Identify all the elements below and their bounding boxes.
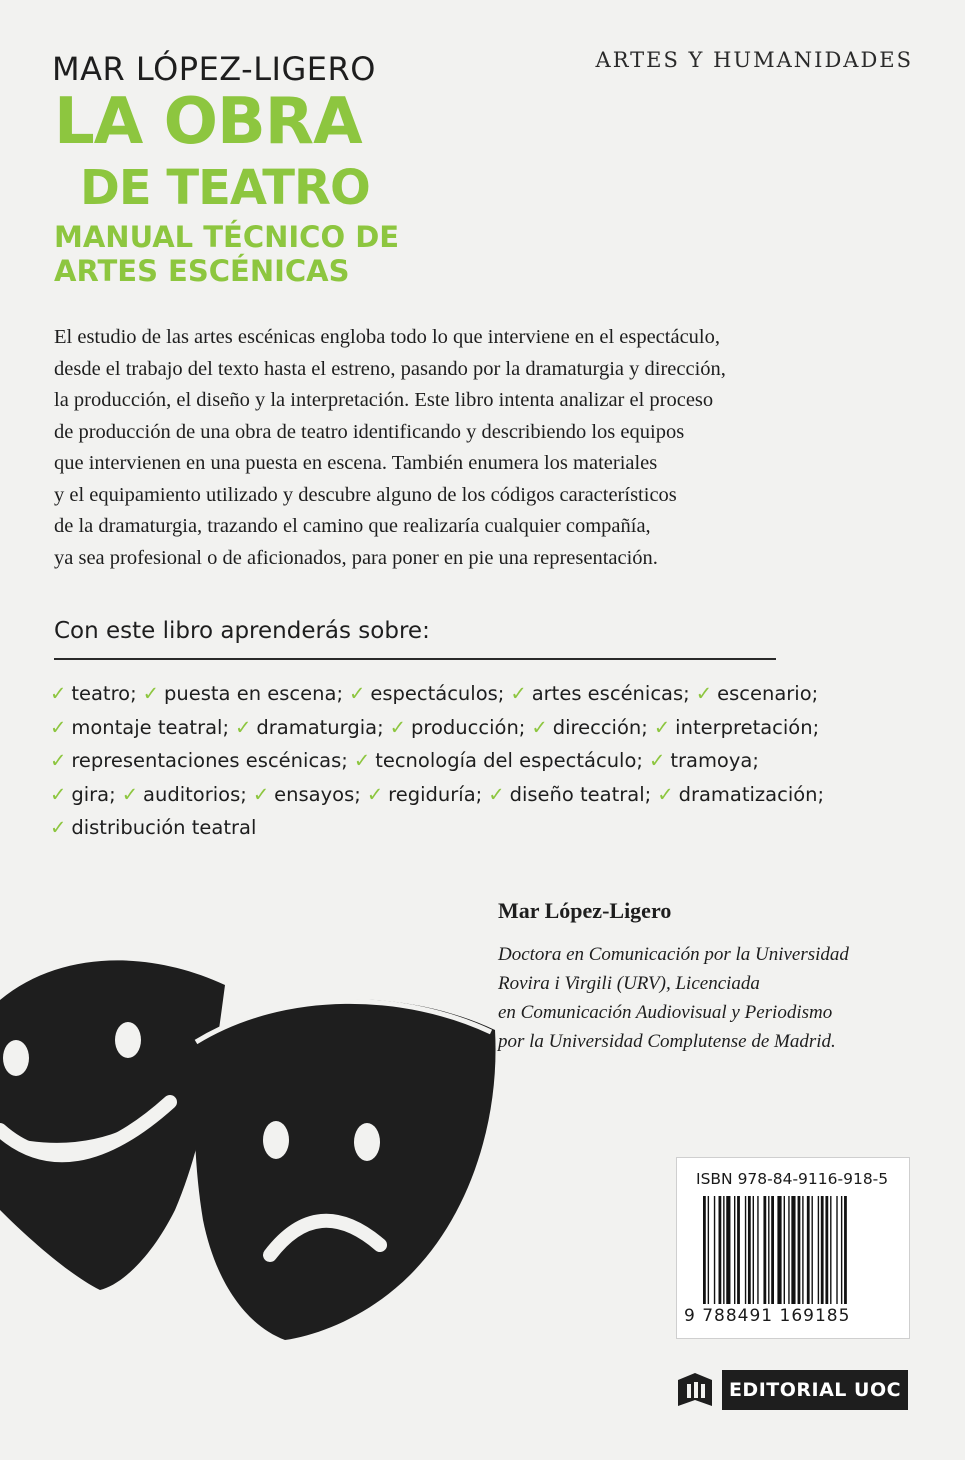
topic-item: tecnología del espectáculo; xyxy=(375,749,643,772)
barcode-digits: 9 788491 169185 xyxy=(684,1306,851,1326)
topics-list xyxy=(50,677,930,845)
learn-heading: Con este libro aprenderás sobre: xyxy=(54,618,430,644)
barcode-bar xyxy=(844,1196,847,1304)
check-icon: ✓ xyxy=(531,715,548,739)
check-icon: ✓ xyxy=(252,782,270,806)
description-line: El estudio de las artes escénicas engloba todo lo que interviene en el espectáculo, xyxy=(54,326,720,348)
barcode-bar xyxy=(802,1196,803,1304)
check-icon: ✓ xyxy=(695,682,713,705)
barcode-bar xyxy=(723,1196,724,1304)
topic-item: tramoya; xyxy=(670,749,759,772)
topic-item: representaciones escénicas; xyxy=(71,749,348,772)
barcode-bar xyxy=(737,1196,740,1304)
topic-row xyxy=(50,744,930,778)
barcode-bar xyxy=(726,1196,730,1304)
topic-item: auditorios; xyxy=(143,782,247,806)
isbn-label: ISBN 978-84-9116-918-5 xyxy=(696,1170,889,1188)
topic-item: artes escénicas; xyxy=(531,682,690,705)
topic-item: puesta en escena; xyxy=(164,682,344,705)
description-line: y el equipamiento utilizado y descubre alguno de los códigos característicos xyxy=(54,483,677,506)
description-line: desde el trabajo del texto hasta el estreno, pasando por la dramaturgia y dirección, xyxy=(54,357,726,380)
divider xyxy=(54,658,776,660)
barcode-bar xyxy=(836,1196,837,1304)
topic-item: gira; xyxy=(71,782,116,806)
topic-item: dramatización; xyxy=(678,782,825,806)
barcode-bar xyxy=(830,1196,831,1304)
subtitle-line1: MANUAL TÉCNICO DE xyxy=(54,220,400,254)
barcode-bar xyxy=(714,1196,715,1304)
description-line: de la dramaturgia, trazando el camino que realizaría cualquier compañía, xyxy=(54,515,651,537)
barcode-bar xyxy=(745,1196,746,1304)
topic-row xyxy=(50,711,930,745)
check-icon: ✓ xyxy=(389,715,407,739)
bio-line: Doctora en Comunicación por la Universidad xyxy=(498,944,849,965)
description-line: la producción, el diseño y la interpretación. Este libro intenta analizar el proceso xyxy=(54,389,714,411)
topic-item: dramaturgia; xyxy=(256,715,384,739)
barcode-bar xyxy=(734,1196,735,1304)
check-icon: ✓ xyxy=(50,749,67,772)
subtitle-line2: ARTES ESCÉNICAS xyxy=(54,254,350,288)
check-icon: ✓ xyxy=(50,715,67,739)
barcode-bar xyxy=(777,1196,781,1304)
description-line: de producción de una obra de teatro identificando y describiendo los equipos xyxy=(54,420,685,443)
topic-row xyxy=(50,811,930,845)
check-icon: ✓ xyxy=(50,682,67,705)
barcode-bar xyxy=(818,1196,819,1304)
check-icon: ✓ xyxy=(235,715,252,739)
description-line: ya sea profesional o de aficionados, para poner en pie una representación. xyxy=(54,546,658,569)
barcode-bar xyxy=(719,1196,722,1304)
barcode-bar xyxy=(788,1196,789,1304)
barcode-bar xyxy=(753,1196,754,1304)
publisher-name: EDITORIAL UOC xyxy=(722,1370,908,1410)
barcode-icon xyxy=(703,1196,893,1306)
topic-item: montaje teatral; xyxy=(71,715,230,739)
description-line: que intervienen en una puesta en escena. También enumera los materiales xyxy=(54,452,658,474)
collection-label: ARTES Y HUMANIDADES xyxy=(595,48,913,72)
barcode-bar xyxy=(771,1196,774,1304)
topic-item: dirección; xyxy=(552,715,648,739)
topic-item: interpretación; xyxy=(675,715,820,739)
check-icon: ✓ xyxy=(142,682,160,705)
description xyxy=(54,322,884,574)
check-icon: ✓ xyxy=(510,682,527,705)
barcode-bar xyxy=(768,1196,769,1304)
check-icon: ✓ xyxy=(657,782,674,806)
barcode-bar xyxy=(791,1196,795,1304)
barcode-bar xyxy=(825,1196,828,1304)
barcode-bar xyxy=(807,1196,810,1304)
check-icon: ✓ xyxy=(648,749,666,772)
topic-item: teatro; xyxy=(71,682,137,705)
topic-item: escenario; xyxy=(717,682,819,705)
author-name: Mar López-Ligero xyxy=(498,898,672,923)
check-icon: ✓ xyxy=(50,816,67,839)
title-line1: LA OBRA xyxy=(54,85,362,159)
check-icon: ✓ xyxy=(349,682,366,705)
check-icon: ✓ xyxy=(366,782,384,806)
barcode-bar xyxy=(703,1196,706,1304)
theatre-masks-icon xyxy=(0,930,520,1370)
topic-item: espectáculos; xyxy=(370,682,505,705)
barcode-bar xyxy=(708,1196,709,1304)
bio-line: por la Universidad Complutense de Madrid. xyxy=(498,1031,836,1052)
title-line2: DE TEATRO xyxy=(80,160,370,216)
uoc-logo-icon xyxy=(675,1370,715,1410)
barcode-bar xyxy=(798,1196,801,1304)
check-icon: ✓ xyxy=(121,782,139,806)
bio-line: en Comunicación Audiovisual y Periodismo xyxy=(498,1002,833,1023)
barcode-bar xyxy=(812,1196,813,1304)
author-bio xyxy=(498,940,849,1056)
barcode-bar xyxy=(784,1196,785,1304)
topic-row xyxy=(50,677,930,711)
topic-item: diseño teatral; xyxy=(509,782,652,806)
topic-item: ensayos; xyxy=(274,782,361,806)
barcode-bar xyxy=(821,1196,824,1304)
topic-item: regiduría; xyxy=(388,782,483,806)
check-icon: ✓ xyxy=(488,782,505,806)
check-icon: ✓ xyxy=(653,715,671,739)
barcode-bar xyxy=(757,1196,758,1304)
author-top: MAR LÓPEZ-LIGERO xyxy=(52,50,376,88)
barcode-bar xyxy=(841,1196,842,1304)
topic-item: producción; xyxy=(411,715,526,739)
check-icon: ✓ xyxy=(353,749,371,772)
topic-row xyxy=(50,778,930,812)
barcode-bar xyxy=(748,1196,751,1304)
topic-item: distribución teatral xyxy=(71,816,257,839)
bio-line: Rovira i Virgili (URV), Licenciada xyxy=(498,973,760,994)
check-icon: ✓ xyxy=(50,782,67,806)
barcode-bar xyxy=(763,1196,766,1304)
